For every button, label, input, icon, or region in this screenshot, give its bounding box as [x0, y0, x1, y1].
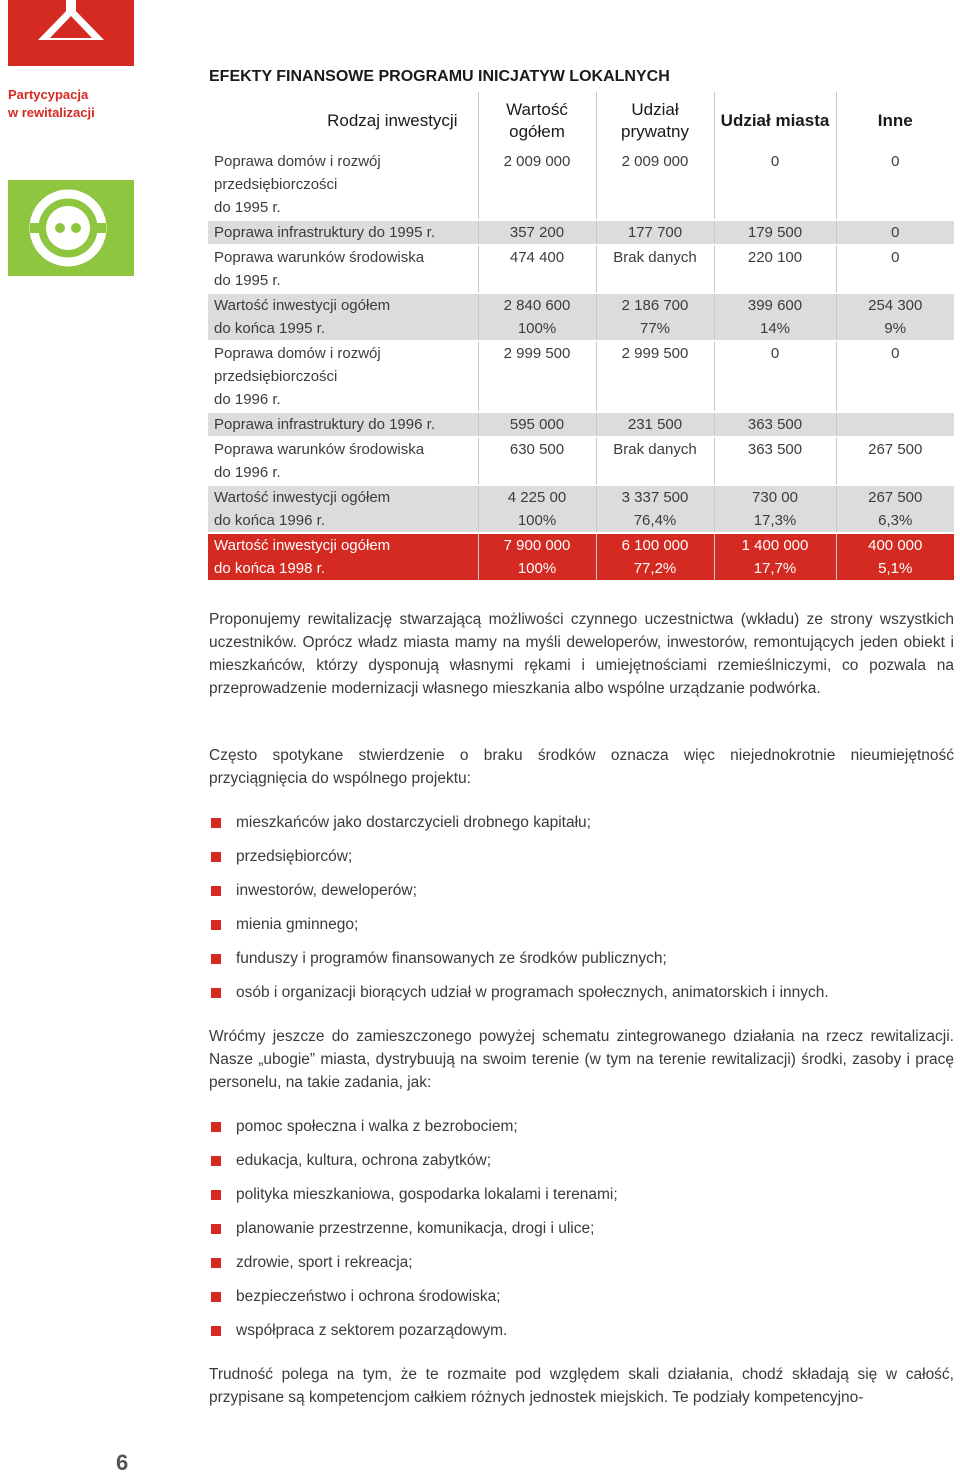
cell-line: 0	[891, 224, 900, 241]
cell-line: 100%	[517, 320, 557, 337]
bullet-square-icon	[211, 920, 221, 930]
cell-line: 76,4%	[633, 512, 677, 529]
list-item	[209, 983, 829, 1017]
cell-line: 2 840 600	[503, 297, 571, 314]
bullet-square-icon	[211, 886, 221, 896]
table-cell-other	[836, 150, 954, 220]
header-other: Inne	[836, 92, 954, 150]
cell-line: 400 000	[868, 537, 923, 554]
bullet-square-icon	[211, 1292, 221, 1302]
table-cell-city	[714, 437, 836, 485]
table-cell-total	[478, 220, 596, 245]
header-total-value	[478, 92, 596, 150]
table-cell-label	[208, 245, 478, 293]
cell-line: 0	[891, 153, 900, 170]
cell-line: 254 300	[868, 297, 923, 314]
cell-line: 363 500	[747, 441, 803, 458]
cell-line: do końca 1998 r.	[214, 560, 325, 577]
cell-line: 177 700	[627, 224, 683, 241]
table-cell-private	[596, 485, 714, 533]
cell-line: 14%	[759, 320, 791, 337]
table-cell-label	[208, 412, 478, 437]
table-cell-private	[596, 533, 714, 580]
funding-sources-list	[209, 813, 829, 1017]
cell-line: 363 500	[747, 416, 803, 433]
bullet-square-icon	[211, 1224, 221, 1234]
cell-line: Poprawa warunków środowiska	[214, 249, 425, 266]
city-tasks-list	[209, 1117, 618, 1355]
cell-line: przedsiębiorczości	[214, 176, 338, 193]
cell-line: 0	[891, 249, 900, 266]
table-cell-private	[596, 245, 714, 293]
table-cell-total	[478, 412, 596, 437]
table-cell-private	[596, 220, 714, 245]
list-item-text: mienia gminnego;	[236, 916, 359, 933]
cell-line: Poprawa infrastruktury do 1995 r.	[214, 224, 435, 241]
table-row	[208, 220, 954, 245]
table-cell-label	[208, 485, 478, 533]
cell-line: 2 009 000	[621, 153, 689, 170]
cell-line: Poprawa domów i rozwój	[214, 345, 381, 362]
list-item	[209, 1287, 618, 1321]
table-cell-label	[208, 150, 478, 220]
cell-line: 4 225 00	[507, 489, 567, 506]
list-item-text: zdrowie, sport i rekreacja;	[236, 1254, 413, 1271]
table-cell-other	[836, 437, 954, 485]
cell-line: 357 200	[509, 224, 565, 241]
cell-line: 77,2%	[633, 560, 677, 577]
table-cell-total	[478, 485, 596, 533]
cell-line: Poprawa domów i rozwój	[214, 153, 381, 170]
header-total-line2: ogółem	[509, 122, 565, 141]
table-cell-other	[836, 293, 954, 341]
table-row	[208, 245, 954, 293]
list-item-text: współpraca z sektorem pozarządowym.	[236, 1322, 508, 1339]
list-item	[209, 949, 829, 983]
section-emblem	[8, 180, 134, 276]
header-total-line1: Wartość	[506, 100, 568, 119]
cell-line: 100%	[517, 512, 557, 529]
cell-line: 3 337 500	[621, 489, 689, 506]
bullet-square-icon	[211, 1190, 221, 1200]
cell-line: 474 400	[509, 249, 565, 266]
page-number: 6	[116, 1450, 129, 1475]
bullet-square-icon	[211, 1156, 221, 1166]
table-cell-other	[836, 220, 954, 245]
cell-line: 77%	[639, 320, 671, 337]
list-item-text: bezpieczeństwo i ochrona środowiska;	[236, 1288, 501, 1305]
cell-line: 2 009 000	[503, 153, 571, 170]
table-cell-other	[836, 533, 954, 580]
cell-line: Brak danych	[613, 441, 697, 458]
list-item-text: planowanie przestrzenne, komunikacja, drogi i ulice;	[236, 1220, 595, 1237]
list-item	[209, 881, 829, 915]
document-title: EFEKTY FINANSOWE PROGRAMU INICJATYW LOKALNYCH	[209, 68, 670, 85]
cell-line: 1 400 000	[741, 537, 809, 554]
cell-line: Brak danych	[613, 249, 697, 266]
table-cell-other	[836, 341, 954, 412]
list-item-text: polityka mieszkaniowa, gospodarka lokalami i terenami;	[236, 1186, 618, 1203]
table-body	[208, 150, 954, 580]
table-cell-city	[714, 485, 836, 533]
cell-line: 2 999 500	[621, 345, 689, 362]
table-cell-other	[836, 245, 954, 293]
table-cell-city	[714, 220, 836, 245]
table-row	[208, 150, 954, 220]
socket-icon	[8, 180, 134, 276]
header-private-share	[596, 92, 714, 150]
table-cell-total	[478, 245, 596, 293]
header-private-line1: Udział	[631, 100, 679, 119]
cell-line: do 1995 r.	[214, 199, 281, 216]
house-logo-icon	[8, 0, 134, 66]
table-cell-total	[478, 437, 596, 485]
table-cell-label	[208, 220, 478, 245]
cell-line: 5,1%	[878, 560, 913, 577]
table-cell-private	[596, 150, 714, 220]
list-item	[209, 1219, 618, 1253]
table-cell-city	[714, 150, 836, 220]
list-item	[209, 1253, 618, 1287]
table-row	[208, 412, 954, 437]
table-cell-total	[478, 150, 596, 220]
table-row	[208, 485, 954, 533]
cell-line: 220 100	[747, 249, 803, 266]
cell-line: 595 000	[509, 416, 565, 433]
paragraph-2: Często spotykane stwierdzenie o braku środków oznacza więc niejednokrotnie nieumiejętność przyciągnięcia do wspólnego projektu:	[209, 747, 954, 787]
table-cell-label	[208, 533, 478, 580]
bullet-square-icon	[211, 1326, 221, 1336]
bullet-square-icon	[211, 954, 221, 964]
table-cell-label	[208, 341, 478, 412]
list-item-text: inwestorów, deweloperów;	[236, 882, 417, 899]
table-row	[208, 437, 954, 485]
header-investment-type: Rodzaj inwestycji	[208, 92, 478, 150]
cell-line: 0	[891, 345, 900, 362]
cell-line: 730 00	[752, 489, 798, 506]
table-cell-city	[714, 245, 836, 293]
table-cell-total	[478, 533, 596, 580]
cell-line: do końca 1995 r.	[214, 320, 325, 337]
bullet-square-icon	[211, 852, 221, 862]
table-cell-other	[836, 485, 954, 533]
list-item-text: osób i organizacji biorących udział w programach społecznych, animatorskich i innych.	[236, 984, 829, 1001]
paragraph-4: Trudność polega na tym, że te rozmaite pod względem skali działania, chodź składają się w całość, przypisane są kompetencjom całkiem różnych jednostek miejskich. Te podziały kompetencyjno-	[209, 1366, 954, 1406]
cell-line: do 1996 r.	[214, 464, 281, 481]
cell-line: Poprawa warunków środowiska	[214, 441, 425, 458]
table-cell-city	[714, 341, 836, 412]
cell-line: 9%	[884, 320, 907, 337]
cell-line: Wartość inwestycji ogółem	[214, 489, 391, 506]
list-item	[209, 1321, 618, 1355]
cell-line: 179 500	[747, 224, 803, 241]
table-cell-private	[596, 341, 714, 412]
cell-line: przedsiębiorczości	[214, 368, 338, 385]
bullet-square-icon	[211, 818, 221, 828]
table-cell-private	[596, 437, 714, 485]
table-cell-city	[714, 533, 836, 580]
cell-line: 231 500	[627, 416, 683, 433]
list-item	[209, 1151, 618, 1185]
paragraph-1: Proponujemy rewitalizację stwarzającą możliwości czynnego uczestnictwa (wkładu) ze strony wszystkich uczestników. Oprócz władz miasta mamy na myśli deweloperów, inwestorów, remontujących jeden obiekt i mieszkańców, którzy dysponują własnymi rękami i umiejętnościami rzemieślniczymi, co pozwala na przeprowadzenie modernizacji własnego mieszkania albo wspólne urządzanie podwórka.	[209, 611, 954, 697]
table-cell-private	[596, 293, 714, 341]
list-item	[209, 1117, 618, 1151]
table-row	[208, 341, 954, 412]
cell-line: do 1995 r.	[214, 272, 281, 289]
table-cell-city	[714, 412, 836, 437]
cell-line: 17,7%	[753, 560, 797, 577]
table-row	[208, 293, 954, 341]
cell-line: 6,3%	[878, 512, 913, 529]
paragraph-3: Wróćmy jeszcze do zamieszczonego powyżej schematu zintegrowanego działania na rzecz rewitalizacji. Nasze „ubogie” miasta, dystrybuują na swoim terenie (w tym na terenie rewitalizacji) środki, zasoby i pracę personelu, na takie zadania, jak:	[209, 1028, 954, 1091]
publisher-logo	[8, 0, 134, 66]
cell-line: 2 186 700	[621, 297, 689, 314]
list-item-text: przedsiębiorców;	[236, 848, 353, 865]
header-private-line2: prywatny	[620, 122, 690, 141]
cell-line: do końca 1996 r.	[214, 512, 325, 529]
cell-line: 0	[770, 153, 780, 170]
cell-line: 399 600	[747, 297, 803, 314]
table-cell-total	[478, 341, 596, 412]
cell-line: 100%	[517, 560, 557, 577]
bullet-square-icon	[211, 988, 221, 998]
cell-line: 7 900 000	[503, 537, 571, 554]
sidebar-caption	[8, 86, 118, 122]
list-item	[209, 915, 829, 949]
cell-line: 267 500	[868, 489, 923, 506]
table-cell-label	[208, 437, 478, 485]
cell-line: Poprawa infrastruktury do 1996 r.	[214, 416, 435, 433]
table-cell-city	[714, 293, 836, 341]
table-cell-total	[478, 293, 596, 341]
cell-line: Wartość inwestycji ogółem	[214, 537, 391, 554]
bullet-square-icon	[211, 1258, 221, 1268]
cell-line: 0	[770, 345, 780, 362]
table-row	[208, 533, 954, 580]
cell-line: 6 100 000	[621, 537, 689, 554]
list-item-text: pomoc społeczna i walka z bezrobociem;	[236, 1118, 518, 1135]
header-city-share: Udział miasta	[714, 92, 836, 150]
table-cell-label	[208, 293, 478, 341]
cell-line: 17,3%	[753, 512, 797, 529]
list-item	[209, 1185, 618, 1219]
list-item-text: funduszy i programów finansowanych ze środków publicznych;	[236, 950, 667, 967]
list-item	[209, 847, 829, 881]
table-cell-private	[596, 412, 714, 437]
table-cell-other	[836, 412, 954, 437]
cell-line: 630 500	[509, 441, 565, 458]
list-item-text: edukacja, kultura, ochrona zabytków;	[236, 1152, 492, 1169]
bullet-square-icon	[211, 1122, 221, 1132]
cell-line: do 1996 r.	[214, 391, 281, 408]
cell-line: 2 999 500	[503, 345, 571, 362]
cell-line: Wartość inwestycji ogółem	[214, 297, 391, 314]
list-item-text: mieszkańców jako dostarczycieli drobnego kapitału;	[236, 814, 591, 831]
sidebar-caption-line1: Partycypacja	[8, 87, 89, 102]
cell-line: 267 500	[868, 441, 923, 458]
financial-table	[208, 92, 954, 580]
table-header-row	[208, 92, 954, 150]
sidebar-caption-line2: w rewitalizacji	[8, 105, 95, 120]
list-item	[209, 813, 829, 847]
